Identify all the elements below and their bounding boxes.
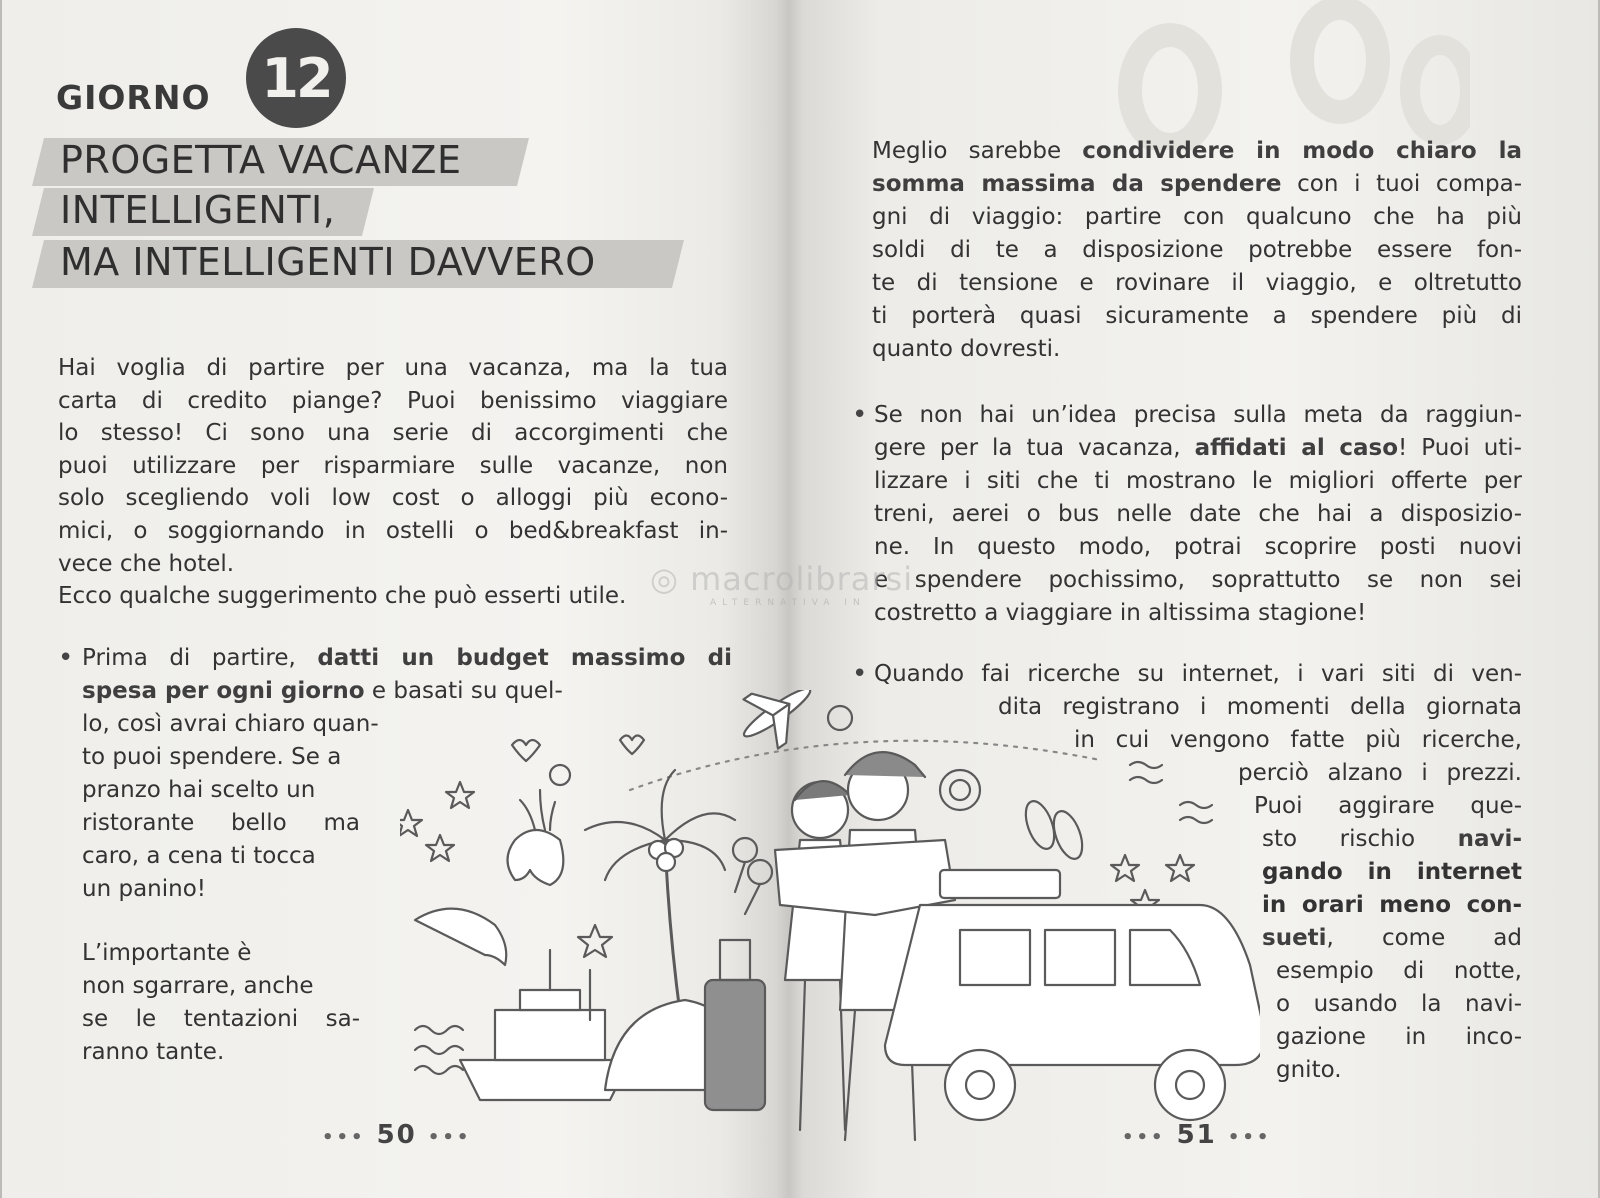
bullet2-text: ! Puoi uti- [1398, 435, 1522, 461]
chapter-title-line-2: INTELLIGENTI, [60, 188, 336, 232]
p1-line: te di tensione e rovinare il viaggio, e oltretutto [872, 270, 1522, 296]
p1-bold: condividere in modo chiaro la [1082, 138, 1522, 164]
bullet3-bold: navi- [1457, 826, 1522, 852]
compass-badge-icon [828, 706, 852, 730]
bullet1-line: caro, a cena ti tocca [82, 843, 316, 869]
intro-line: Ecco qualche suggerimento che può esserti utile. [58, 583, 627, 610]
bullet2-bold: affidati al caso [1194, 435, 1399, 461]
bullet3-line: Quando fai ricerche su internet, i vari siti di ven- [874, 661, 1522, 687]
intro-line: lo stesso! Ci sono una serie di accorgimenti che [58, 420, 728, 447]
bullet3-line: gazione in inco- [1276, 1024, 1522, 1050]
day-label: GIORNO [56, 78, 211, 117]
p1-line: soldi di te a disposizione potrebbe essere fon- [872, 237, 1522, 263]
bullet3-bold: sueti [1262, 925, 1327, 951]
closing-line: L’importante è [82, 940, 252, 966]
carnival-mask-icon [508, 790, 564, 885]
waves-icon [415, 1026, 463, 1074]
bullet-marker: • [852, 659, 868, 689]
watermark-tagline: ALTERNATIVA IN [710, 598, 866, 608]
bullet1-line-1 [82, 645, 732, 671]
bullet3-text: sto rischio [1262, 826, 1416, 852]
heart-icon [620, 736, 644, 755]
bullet-marker: • [852, 400, 868, 430]
p1-line-2 [872, 171, 1522, 197]
bullet3-line: in cui vengono fatte più ricerche, [1074, 727, 1522, 753]
p1-line: ti porterà quasi sicuramente a spendere più di [872, 303, 1522, 329]
star-icon [578, 925, 612, 957]
intro-line: vece che hotel. [58, 550, 235, 577]
intro-paragraph [58, 352, 728, 613]
bullet1-line: un panino! [82, 876, 206, 902]
bullet-marker: • [58, 643, 74, 673]
closing-line: non sgarrare, anche [82, 973, 314, 999]
suitcase-icon [705, 940, 765, 1110]
intro-line: carta di credito piange? Puoi benissimo viaggiare [58, 387, 728, 414]
bullet3-line: perciò alzano i prezzi. [1238, 760, 1522, 786]
closing-line: se le tentazioni sa- [82, 1006, 360, 1032]
bullet1-line: to puoi spendere. Se a [82, 744, 342, 770]
star-icon [426, 835, 454, 861]
bullet3-line [1262, 925, 1522, 951]
bullet1-line: lo, così avrai chiaro quan- [82, 711, 379, 737]
bullet1-text: e basati su quel- [371, 678, 563, 704]
bullet2-line: costretto a viaggiare in altissima stagione! [874, 600, 1367, 626]
van-icon [885, 870, 1260, 1120]
star-icon [446, 782, 474, 808]
bullet3-line [1262, 826, 1522, 852]
star-icon [1166, 855, 1194, 881]
bullet1-bold: datti un budget massimo di [317, 645, 732, 671]
lifebuoy-icon [940, 770, 980, 810]
page-number-value: 50 [376, 1120, 417, 1150]
cruise-ship-icon [460, 950, 630, 1100]
bullet1-line: ristorante bello ma [82, 810, 360, 836]
intro-line: Hai voglia di partire per una vacanza, ma la tua [58, 355, 728, 381]
bullet1-text: Prima di partire, [82, 645, 296, 671]
p1-line: quanto dovresti. [872, 336, 1061, 362]
background-stamp-graphic [1110, 0, 1470, 150]
maracas-icon [733, 838, 772, 914]
bullet2-line-1: Se non hai un’idea precisa sulla meta da raggiun- [874, 402, 1522, 428]
page-edge-left [0, 0, 2, 1198]
bullet2-line: e spendere pochissimo, soprattutto se non sei [874, 567, 1522, 593]
chapter-title-line-1: PROGETTA VACANZE [60, 138, 462, 182]
bullet1-line: pranzo hai scelto un [82, 777, 316, 803]
star-icon [1111, 855, 1139, 881]
bullet3-line: Puoi aggirare que- [1254, 793, 1522, 819]
page-number-left: ••• 50 ••• [322, 1120, 472, 1150]
star-icon [400, 810, 422, 836]
intro-line: puoi utilizzare per risparmiare sulle vacanze, non [58, 452, 728, 479]
p1-text: Meglio sarebbe [872, 138, 1062, 164]
bullet3-line: o usando la navi- [1276, 991, 1522, 1017]
bullet2-line: ne. In questo modo, potrai scoprire posti nuovi [874, 534, 1522, 560]
flip-flops-icon [1020, 797, 1088, 862]
roof-luggage [940, 870, 1060, 898]
bullet3-text: , come ad [1326, 925, 1522, 951]
bullet3-line: dita registrano i momenti della giornata [998, 694, 1522, 720]
p1-line: gni di viaggio: partire con qualcuno che ha più [872, 204, 1522, 230]
airplane-icon [727, 690, 827, 760]
page-number-value: 51 [1176, 1120, 1217, 1150]
dolphin-icon [415, 909, 506, 965]
waves-icon [1130, 762, 1162, 783]
bullet1-bold: spesa per ogni giorno [82, 678, 365, 704]
heart-icon [512, 740, 540, 761]
p1-line-1 [872, 138, 1522, 164]
p1-text: con i tuoi compa- [1297, 171, 1522, 197]
bullet2-text: gere per la tua vacanza, [874, 435, 1181, 461]
intro-line: mici, o soggiornando in ostelli o bed&breakfast in- [58, 517, 728, 544]
bullet3-line: gnito. [1276, 1057, 1342, 1083]
chapter-title-line-3: MA INTELLIGENTI DAVVERO [60, 240, 596, 284]
watermark-text: macrolibrarsi [690, 560, 914, 598]
page-number-right: ••• 51 ••• [1122, 1120, 1272, 1150]
bullet3-line: esempio di notte, [1276, 958, 1522, 984]
p1-bold: somma massima da spendere [872, 171, 1282, 197]
watermark: ◎ macrolibrarsi [650, 560, 914, 598]
bullet3-bold-line: gando in internet [1262, 859, 1522, 885]
bullet2-line: treni, aerei o bus nelle date che hai a disposizio- [874, 501, 1522, 527]
day-number-badge: 12 [246, 28, 346, 128]
intro-line: solo scegliendo voli low cost o alloggi più econo- [58, 485, 728, 512]
bullet2-line: lizzare i siti che ti mostrano le migliori offerte per [874, 468, 1522, 494]
waves-icon [1180, 802, 1212, 823]
closing-line: ranno tante. [82, 1039, 225, 1065]
bullet2-line-2 [874, 435, 1522, 461]
ladybug-icon [550, 765, 570, 785]
bullet3-bold-line: in orari meno con- [1262, 892, 1522, 918]
travel-illustration [400, 690, 1260, 1170]
